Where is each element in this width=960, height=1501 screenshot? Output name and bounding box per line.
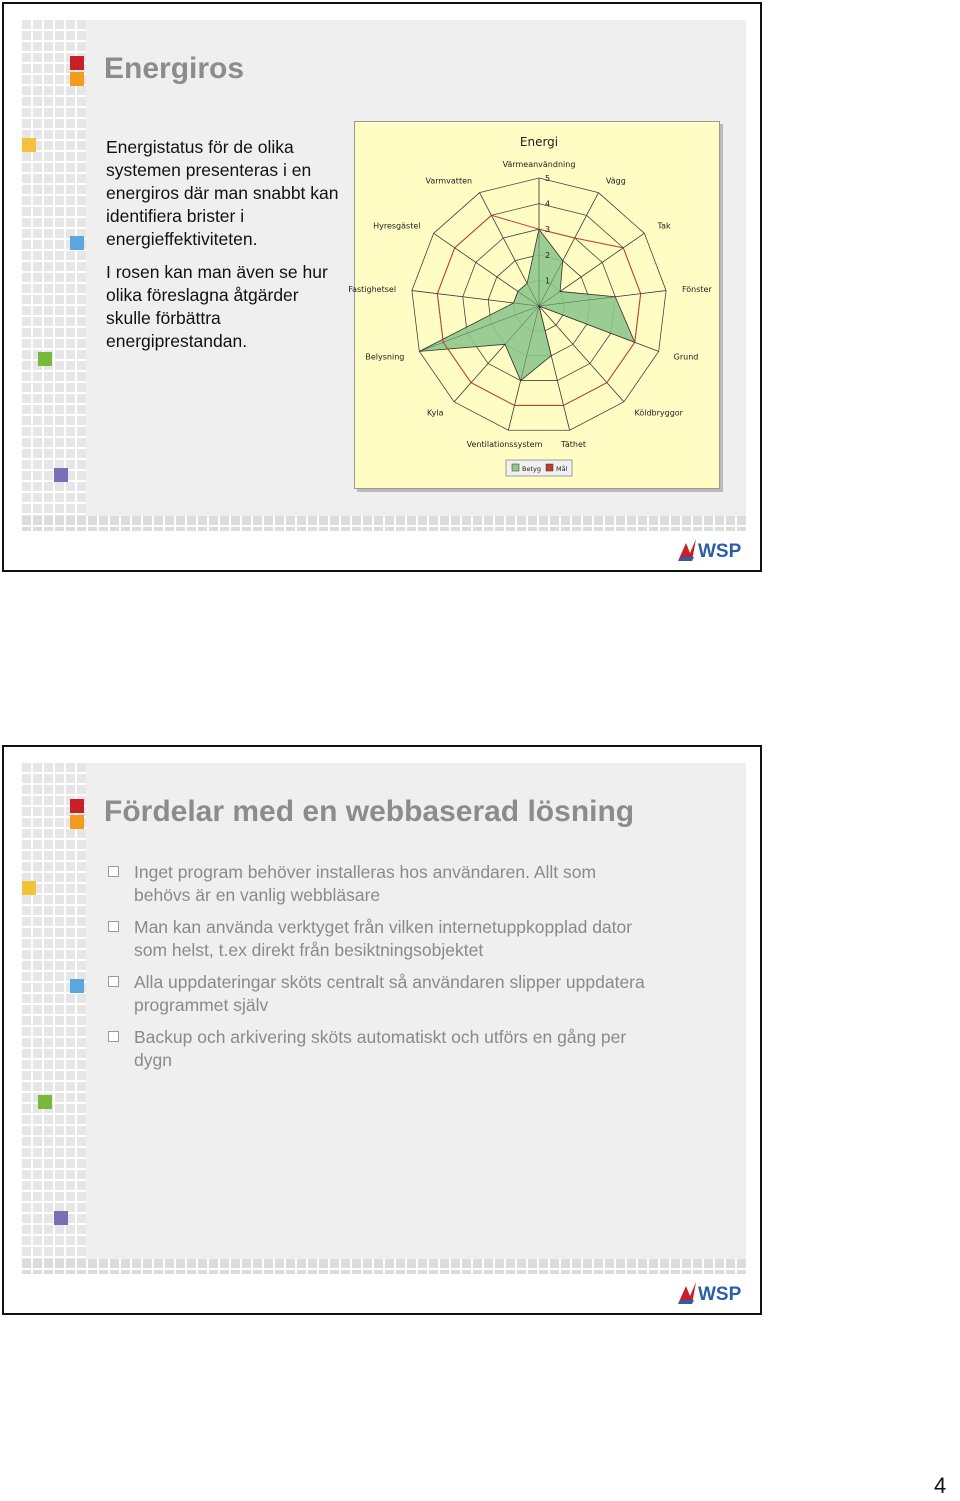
bullet-square-icon bbox=[108, 1031, 119, 1042]
slide-title: Fördelar med en webbaserad lösning bbox=[104, 795, 635, 828]
category-label: Täthet bbox=[560, 439, 587, 449]
category-label: Belysning bbox=[365, 352, 405, 362]
wsp-logo bbox=[676, 537, 750, 563]
tick-label: 2 bbox=[545, 250, 551, 260]
bullet-list bbox=[108, 861, 653, 1081]
body-paragraph: I rosen kan man även se hur olika föreslagna åtgärder skulle förbättra energiprestandan. bbox=[106, 262, 328, 351]
bullet-square-icon bbox=[108, 866, 119, 877]
body-paragraph: Energistatus för de olika systemen presenteras i en energiros där man snabbt kan identifiera brister i energieffektiviteten. bbox=[106, 137, 339, 249]
decorative-bottom-strip bbox=[20, 516, 746, 531]
accent-square-red bbox=[70, 799, 84, 813]
series-area-betyg bbox=[419, 229, 634, 380]
accent-square-green bbox=[38, 352, 52, 366]
tick-label: 1 bbox=[545, 276, 551, 286]
logo-text: WSP bbox=[698, 541, 742, 562]
wsp-logo bbox=[676, 1280, 750, 1306]
category-label: Kyla bbox=[426, 408, 444, 418]
accent-square-red bbox=[70, 56, 84, 70]
grid-spoke-overlay bbox=[480, 193, 539, 306]
list-item bbox=[108, 1026, 653, 1072]
accent-square-purple bbox=[54, 1211, 68, 1225]
legend-label: Mål bbox=[556, 465, 568, 473]
accent-square-blue bbox=[70, 979, 84, 993]
list-item-text: Alla uppdateringar sköts centralt så användaren slipper uppdatera programmet själv bbox=[134, 972, 645, 1015]
accent-square-purple bbox=[54, 468, 68, 482]
accent-square-yellow bbox=[22, 881, 36, 895]
category-label: Tak bbox=[657, 221, 671, 231]
radar-chart-svg bbox=[348, 122, 719, 488]
bullet-square-icon bbox=[108, 976, 119, 987]
legend-label: Betyg bbox=[522, 465, 541, 473]
logo-text: WSP bbox=[698, 1284, 742, 1305]
accent-square-orange bbox=[70, 815, 84, 829]
category-label: Vägg bbox=[605, 176, 626, 186]
accent-square-yellow bbox=[22, 138, 36, 152]
tick-label: 5 bbox=[545, 174, 551, 183]
slide-title: Energiros bbox=[104, 52, 245, 85]
category-label: Grund bbox=[673, 352, 699, 362]
decorative-mosaic bbox=[20, 20, 86, 516]
decorative-mosaic bbox=[20, 763, 86, 1259]
category-label: Fönster bbox=[681, 284, 712, 294]
list-item bbox=[108, 971, 653, 1017]
accent-square-blue bbox=[70, 236, 84, 250]
slide-energiros bbox=[2, 2, 762, 572]
list-item bbox=[108, 916, 653, 962]
list-item-text: Backup och arkivering sköts automatiskt och utförs en gång per dygn bbox=[134, 1027, 627, 1070]
category-label: Varmvatten bbox=[425, 176, 473, 186]
bullet-square-icon bbox=[108, 921, 119, 932]
category-label: Hyresgästel bbox=[373, 221, 421, 231]
slide-webbaserad bbox=[2, 745, 762, 1315]
tick-label: 4 bbox=[545, 199, 551, 209]
energy-rose-chart bbox=[348, 121, 720, 489]
legend-swatch bbox=[512, 464, 519, 471]
category-label: Ventilationssystem bbox=[466, 439, 543, 449]
tick-label: 3 bbox=[545, 225, 551, 235]
list-item-text: Inget program behöver installeras hos användaren. Allt som behövs är en vanlig webbläsare bbox=[134, 862, 597, 905]
slide-body bbox=[106, 136, 346, 363]
list-item bbox=[108, 861, 653, 907]
legend-swatch bbox=[546, 464, 553, 471]
grid-spoke-overlay bbox=[539, 306, 570, 430]
category-label: Värmeanvändning bbox=[502, 160, 576, 169]
list-item-text: Man kan använda verktyget från vilken internetuppkopplad dator som helst, t.ex direkt från besiktningsobjektet bbox=[134, 917, 633, 960]
accent-square-green bbox=[38, 1095, 52, 1109]
accent-square-orange bbox=[70, 72, 84, 86]
chart-title: Energi bbox=[519, 135, 559, 149]
category-label: Köldbryggor bbox=[634, 408, 683, 418]
category-label: Fastighetsel bbox=[348, 284, 397, 294]
decorative-bottom-strip bbox=[20, 1259, 746, 1274]
page-number: 4 bbox=[934, 1473, 947, 1498]
